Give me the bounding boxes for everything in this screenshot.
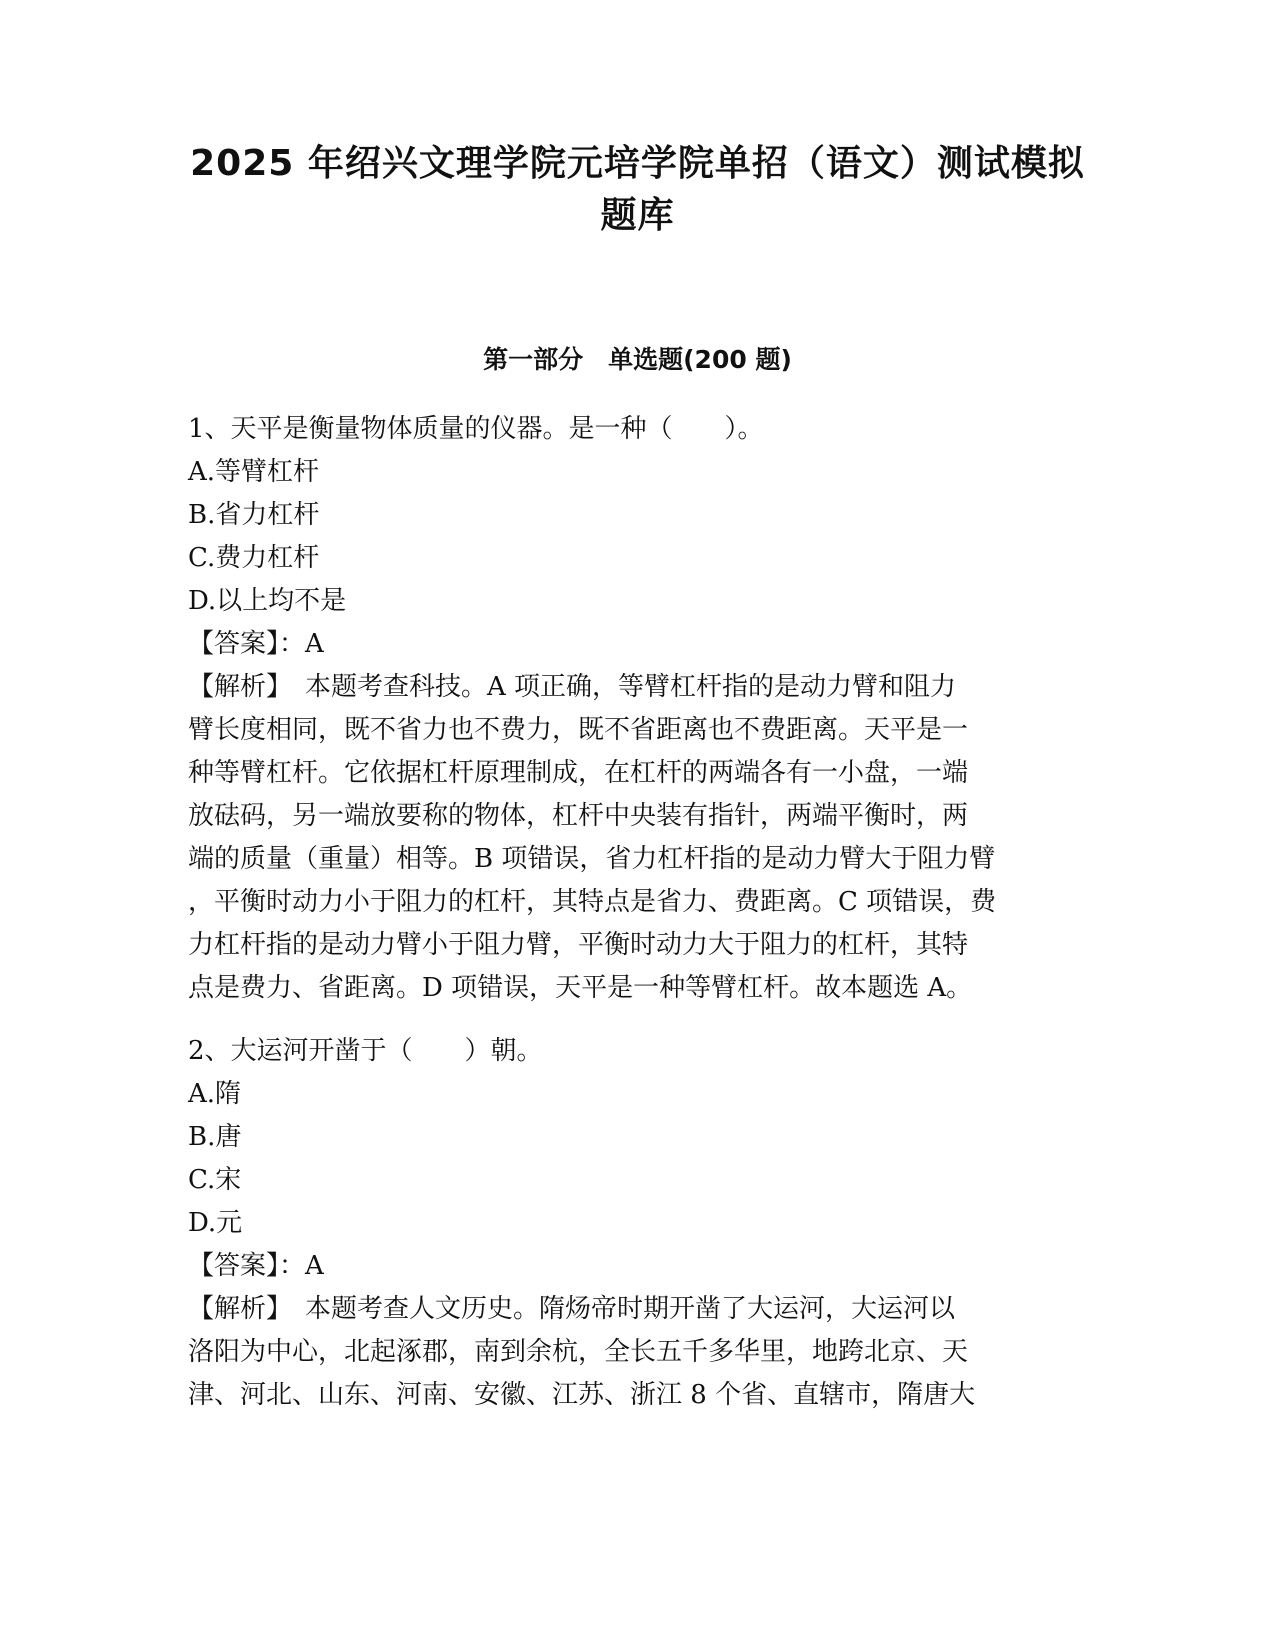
question-option: A.等臂杠杆 [188,457,320,487]
analysis-line: 种等臂杠杆。它依据杠杆原理制成，在杠杆的两端各有一小盘，一端 [188,758,969,788]
question-option: A.隋 [188,1079,242,1109]
analysis-line: 【解析】 本题考查科技。A 项正确，等臂杠杆指的是动力臂和阻力 [188,672,957,702]
question-option: D.以上均不是 [188,586,347,616]
document-title-line-1: 2025 年绍兴文理学院元培学院单招（语文）测试模拟 [190,143,1085,184]
document-title [150,138,1125,242]
analysis-line: 点是费力、省距离。D 项错误，天平是一种等臂杠杆。故本题选 A。 [188,973,973,1003]
analysis-line: 力杠杆指的是动力臂小于阻力臂，平衡时动力大于阻力的杠杆，其特 [188,930,969,960]
analysis-line: 放砝码，另一端放要称的物体，杠杆中央装有指针，两端平衡时，两 [188,801,969,831]
question-block [188,408,1088,1010]
question-stem: 1、天平是衡量物体质量的仪器。是一种（ ）。 [188,414,764,444]
question-option: C.费力杠杆 [188,543,320,573]
question-option: C.宋 [188,1165,242,1195]
question-block [188,1030,1088,1417]
analysis-line: 端的质量（重量）相等。B 项错误，省力杠杆指的是动力臂大于阻力臂 [188,844,996,874]
question-option: D.元 [188,1208,243,1238]
analysis-line: ，平衡时动力小于阻力的杠杆，其特点是省力、费距离。C 项错误，费 [188,887,997,917]
document-title-line-2: 题库 [600,195,675,236]
analysis-line: 臂长度相同，既不省力也不费力，既不省距离也不费距离。天平是一 [188,715,969,745]
question-list [188,408,1088,1417]
analysis-line: 津、河北、山东、河南、安徽、江苏、浙江 8 个省、直辖市，隋唐大 [188,1380,976,1410]
question-answer: 【答案】：A [188,629,324,659]
analysis-line: 【解析】 本题考查人文历史。隋炀帝时期开凿了大运河，大运河以 [188,1294,956,1324]
question-analysis [188,1288,1088,1417]
question-answer: 【答案】：A [188,1251,324,1281]
question-option: B.省力杠杆 [188,500,320,530]
question-option: B.唐 [188,1122,242,1152]
section-title: 第一部分 单选题(200 题) [483,345,792,374]
question-spacer [188,1010,1088,1030]
question-analysis [188,666,1088,1010]
analysis-line: 洛阳为中心，北起涿郡，南到余杭，全长五千多华里，地跨北京、天 [188,1337,969,1367]
question-stem: 2、大运河开凿于（ ）朝。 [188,1036,543,1066]
